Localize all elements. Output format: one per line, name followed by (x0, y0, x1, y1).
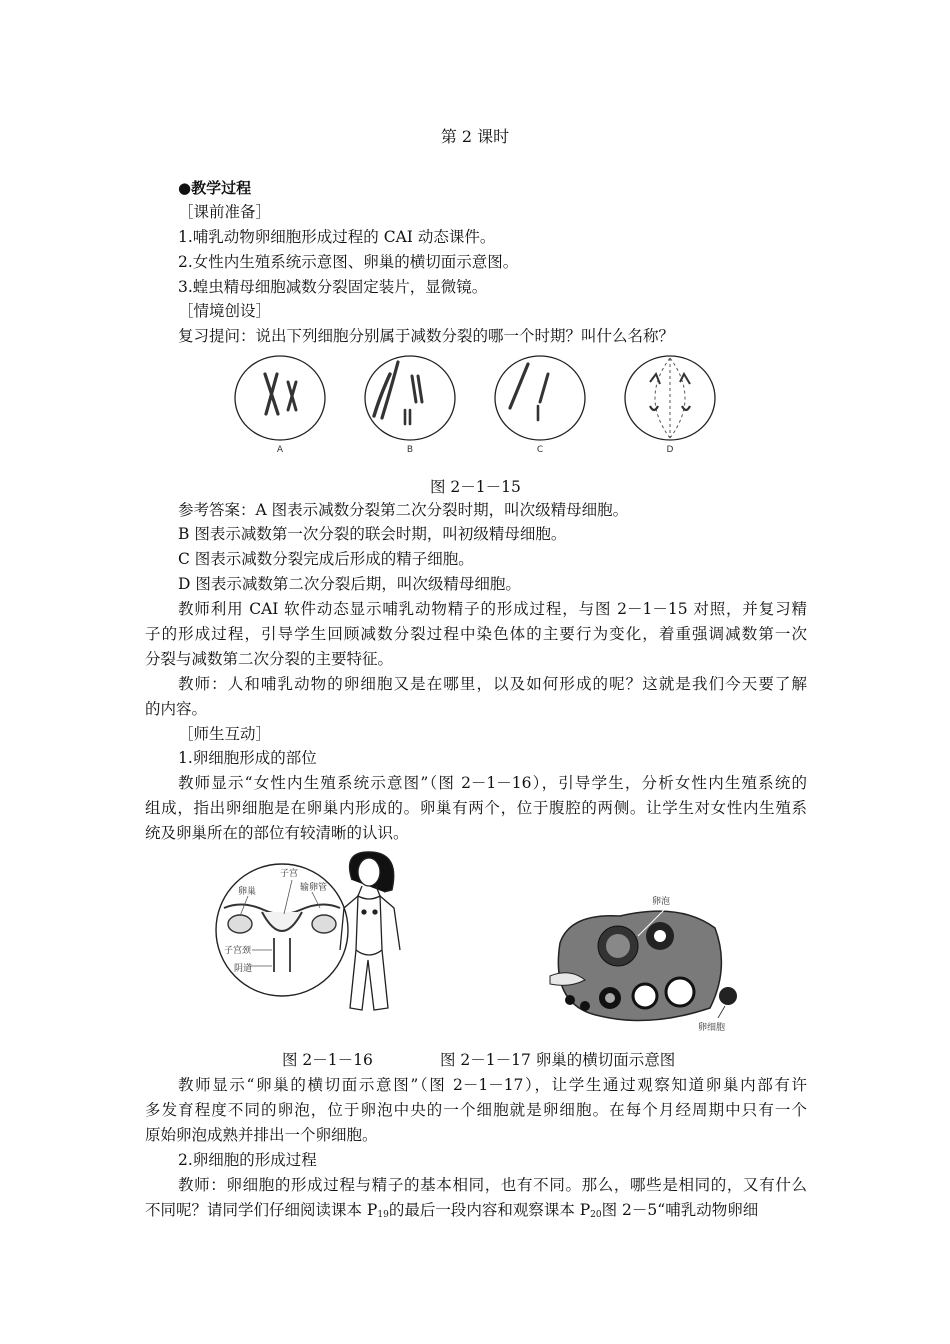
label-egg: 卵细胞 (698, 1023, 726, 1033)
section-scene: ［情境创设］ (178, 302, 272, 320)
label-uterus: 子宫 (280, 869, 299, 879)
review-question: 复习提问：说出下列细胞分别属于减数分裂的哪一个时期？叫什么名称？ (178, 327, 675, 345)
text-run: 图 2－5“哺乳动物卵细 (601, 1201, 759, 1219)
paragraph-line: 组成，指出卵细胞是在卵巢内形成的。卵巢有两个，位于腹腔的两侧。让学生对女性内生殖系 (145, 799, 807, 817)
paragraph-line: 分裂与减数第二次分裂的主要特征。 (145, 650, 394, 668)
label-follicle: 卵泡 (652, 897, 671, 907)
paragraph-line: 教师：人和哺乳动物的卵细胞又是在哪里，以及如何形成的呢？这就是我们今天要了解 (178, 675, 807, 693)
prep-item: 1.哺乳动物卵细胞形成过程的 CAI 动态课件。 (178, 228, 496, 246)
cell-a (235, 356, 325, 455)
paragraph-line: 统及卵巢所在的部位有较清晰的认识。 (145, 824, 409, 842)
label-ovary: 卵巢 (238, 887, 257, 897)
paragraph-line: 教师：卵细胞的形成过程与精子的基本相同，也有不同。那么，哪些是相同的，又有什么 (178, 1176, 807, 1194)
section-prep: ［课前准备］ (178, 203, 272, 221)
text-run: 的最后一段内容和观察课本 P (388, 1201, 591, 1219)
woman-figure (340, 852, 400, 1010)
paragraph-line: 原始卵泡成熟并排出一个卵细胞。 (145, 1126, 378, 1144)
figure-reproductive-system (212, 850, 412, 1015)
paragraph-line: 子的形成过程，引导学生回顾减数分裂过程中染色体的主要行为变化，着重强调减数第一次 (145, 625, 807, 643)
label-oviduct: 输卵管 (300, 883, 328, 893)
answer-line: 参考答案：A 图表示减数分裂第二次分裂时期，叫次级精母细胞。 (178, 501, 629, 519)
cell-d (625, 356, 715, 455)
prep-item: 2.女性内生殖系统示意图、卵巢的横切面示意图。 (178, 253, 519, 271)
cell-label: D (666, 445, 674, 455)
cell-label: B (406, 445, 414, 455)
figure-ovary-section (540, 888, 745, 1038)
page-subscript: 19 (377, 1210, 389, 1220)
paragraph-line: 多发育程度不同的卵泡，位于卵泡中央的一个细胞就是卵细胞。在每个月经周期中只有一个 (145, 1101, 807, 1119)
section-heading: ●教学过程 (178, 179, 252, 197)
section-interact: ［师生互动］ (178, 725, 272, 743)
page-title: 第 2 课时 (440, 127, 510, 146)
figure-cells (230, 352, 720, 457)
text-run: 不同呢？请同学们仔细阅读课本 P (145, 1201, 378, 1219)
paragraph-line: 的内容。 (145, 700, 208, 718)
answer-line: D 图表示减数第二次分裂后期，叫次级精母细胞。 (178, 575, 521, 593)
answer-line: B 图表示减数第一次分裂的联会时期，叫初级精母细胞。 (178, 525, 567, 543)
figure-caption: 图 2－1－16 (282, 1051, 373, 1069)
paragraph-line: 教师利用 CAI 软件动态显示哺乳动物精子的形成过程，与图 2－1－15 对照，并复习精 (178, 600, 807, 618)
label-vagina: 阴道 (234, 964, 253, 974)
cell-label: C (536, 445, 544, 455)
page-subscript: 20 (590, 1210, 602, 1220)
answer-line: C 图表示减数分裂完成后形成的精子细胞。 (178, 550, 474, 568)
paragraph-line: 教师显示“卵巢的横切面示意图”（图 2－1－17），让学生通过观察知道卵巢内部有许 (178, 1076, 807, 1094)
cell-label: A (276, 445, 284, 455)
figure-caption: 图 2－1－15 (430, 478, 521, 496)
cell-b (365, 356, 455, 455)
label-cervix: 子宫颈 (224, 946, 252, 956)
paragraph-line (145, 1198, 758, 1227)
paragraph-line: 教师显示“女性内生殖系统示意图”（图 2－1－16），引导学生，分析女性内生殖系统的 (178, 774, 807, 792)
subheading: 2.卵细胞的形成过程 (178, 1151, 317, 1169)
cell-c (495, 356, 585, 455)
prep-item: 3.蝗虫精母细胞减数分裂固定装片，显微镜。 (178, 278, 488, 296)
figure-caption: 图 2－1－17 卵巢的横切面示意图 (440, 1051, 676, 1069)
subheading: 1.卵细胞形成的部位 (178, 749, 317, 767)
